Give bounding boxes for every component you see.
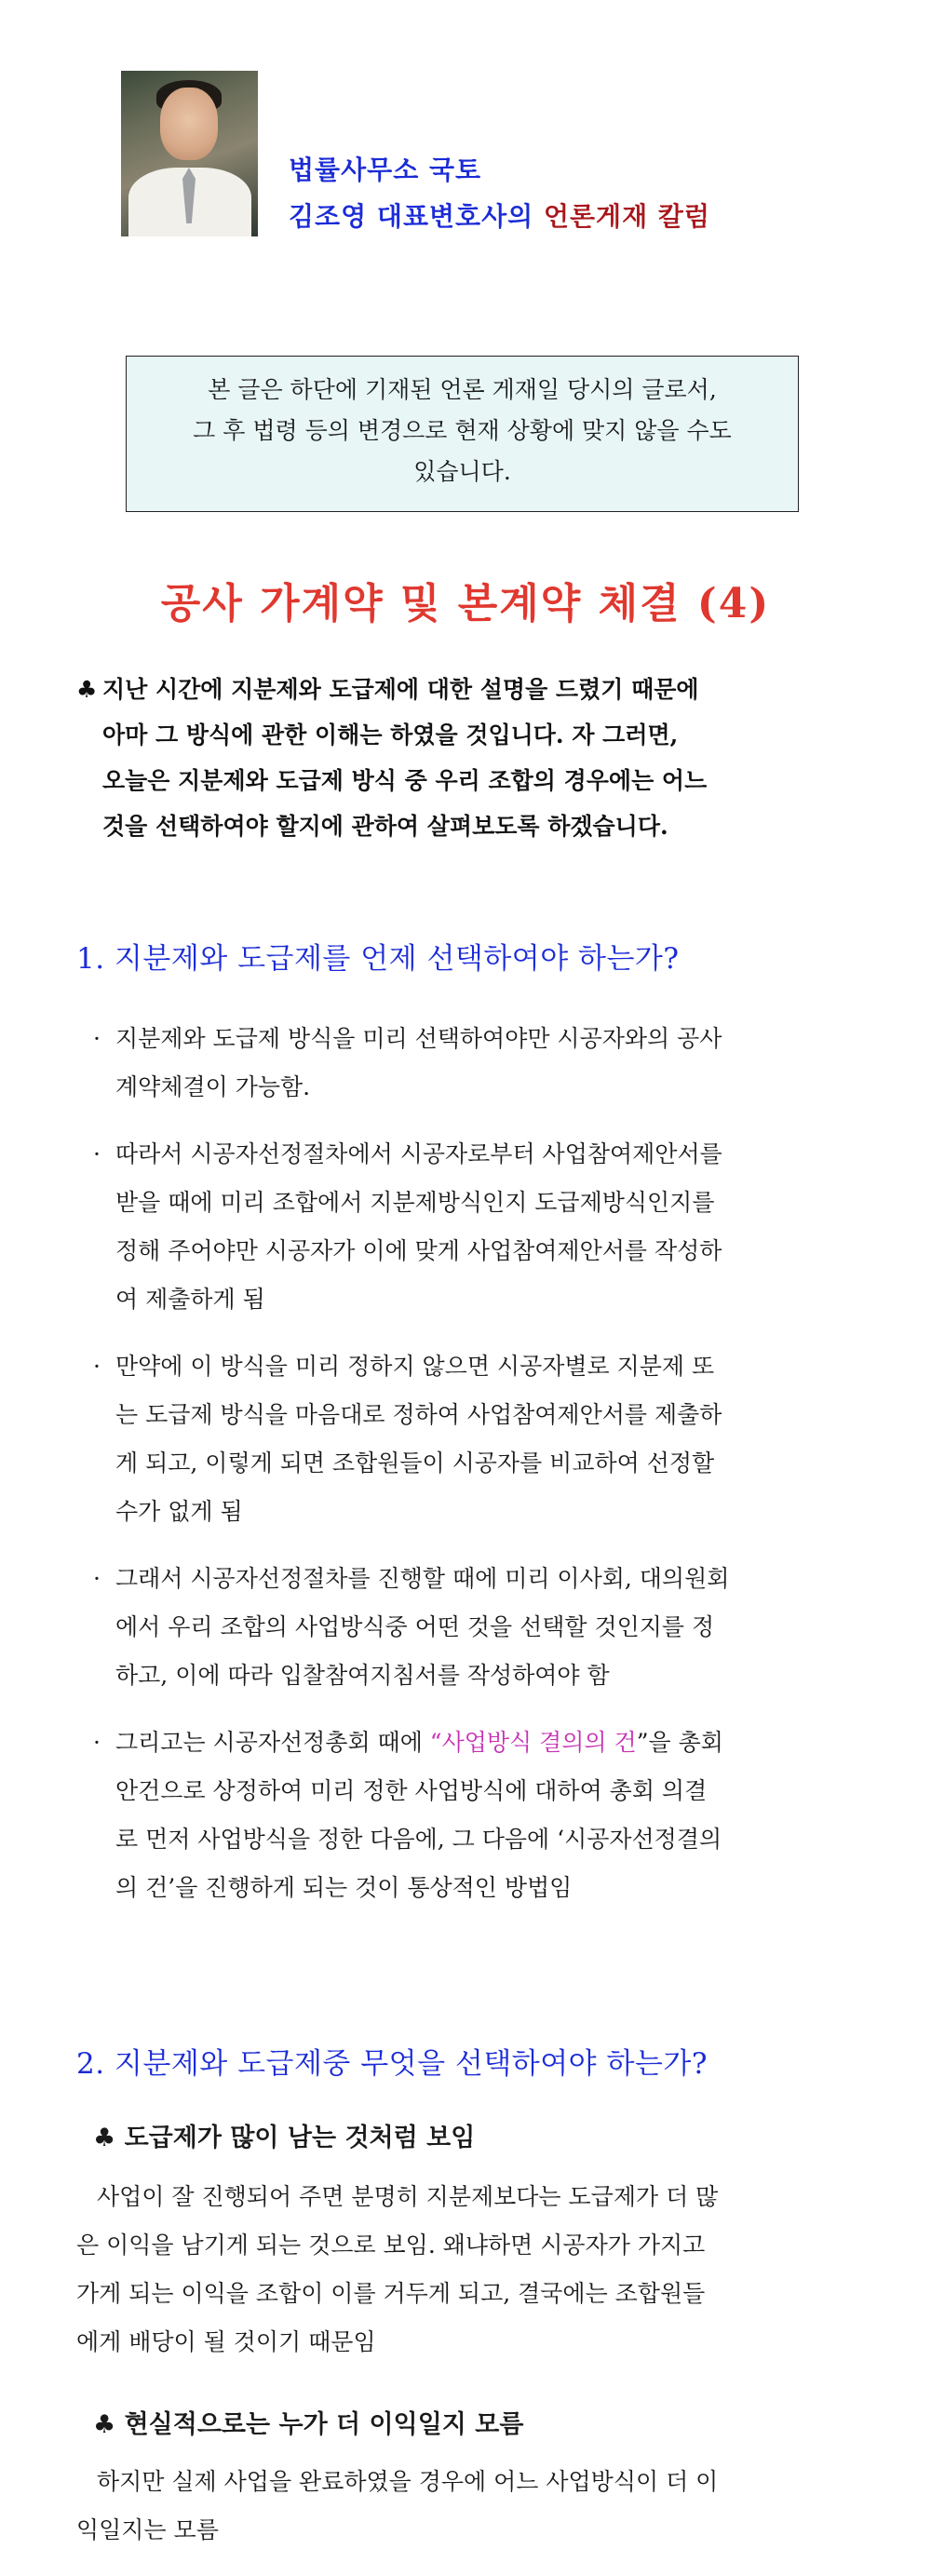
- section-1-bullets: [93, 1015, 857, 1931]
- paragraph-2: [76, 2458, 854, 2555]
- photo-face: [160, 88, 218, 160]
- bullet-3-line-2: 는 도급제 방식을 마음대로 정하여 사업참여제안서를 제출하: [115, 1401, 722, 1428]
- bullet-3-line-4: 수가 없게 됨: [115, 1498, 243, 1525]
- bullet-item-1: [93, 1015, 857, 1112]
- bullet-3-line-3: 게 되고, 이렇게 되면 조합원들이 시공자를 비교하여 선정할: [115, 1450, 715, 1477]
- bullet-dot-icon: ·: [93, 1565, 101, 1592]
- bullet-item-5: [93, 1719, 857, 1912]
- subtitle-column-label: 언론게재 칼럼: [543, 201, 710, 232]
- subheading-1: ♣ 도급제가 많이 남는 것처럼 보임: [93, 2124, 476, 2152]
- club-icon: ♣: [76, 676, 98, 703]
- section-2-heading: 2. 지분제와 도급제중 무엇을 선택하여야 하는가?: [76, 2047, 708, 2081]
- intro-line-2: 아마 그 방식에 관한 이해는 하였을 것입니다. 자 그러면,: [102, 722, 679, 749]
- intro-line-3: 오늘은 지분제와 도급제 방식 중 우리 조합의 경우에는 어느: [102, 767, 708, 794]
- bullet-dot-icon: ·: [93, 1729, 101, 1756]
- disclaimer-line-1: 본 글은 하단에 기재된 언론 게재일 당시의 글로서,: [208, 376, 717, 403]
- highlighted-agenda-item: 사업방식 결의의 건: [441, 1729, 637, 1756]
- bullet-5-line-2: 안건으로 상정하여 미리 정한 사업방식에 대하여 총회 의결: [115, 1777, 708, 1804]
- bullet-2-line-3: 정해 주어야만 시공자가 이에 맞게 사업참여제안서를 작성하: [115, 1237, 722, 1264]
- article-title: 공사 가계약 및 본계약 체결 (4): [160, 580, 771, 627]
- header: [121, 71, 903, 238]
- bullet-2-line-4: 여 제출하게 됨: [115, 1286, 265, 1313]
- paragraph-2-line-2: 익일지는 모름: [76, 2516, 219, 2543]
- bullet-5-line-3: 로 먼저 사업방식을 정한 다음에, 그 다음에 ‘시공자선정결의: [115, 1826, 722, 1853]
- bullet-3-line-1: 만약에 이 방식을 미리 정하지 않으면 시공자별로 지분제 또: [115, 1353, 715, 1380]
- intro-paragraph: [76, 667, 840, 849]
- subtitle-author: 김조영 대표변호사의: [289, 201, 544, 232]
- bullet-5-text-a: 그리고는 시공자선정총회 때에: [115, 1729, 430, 1756]
- subheading-2: ♣ 현실적으로는 누가 더 이익일지 모름: [93, 2410, 524, 2439]
- column-subtitle: [289, 196, 710, 234]
- bullet-item-2: [93, 1130, 857, 1324]
- firm-name: 법률사무소 국토: [289, 155, 482, 185]
- bullet-5-line-4: 의 건’을 진행하게 되는 것이 통상적인 방법임: [115, 1874, 573, 1901]
- disclaimer-line-3: 있습니다.: [413, 458, 511, 485]
- paragraph-1: [76, 2173, 854, 2367]
- paragraph-1-line-2: 은 이익을 남기게 되는 것으로 보임. 왜냐하면 시공자가 가지고: [76, 2232, 706, 2259]
- bullet-2-line-2: 받을 때에 미리 조합에서 지분제방식인지 도급제방식인지를: [115, 1189, 715, 1216]
- disclaimer-line-2: 그 후 법령 등의 변경으로 현재 상황에 맞지 않을 수도: [193, 417, 732, 444]
- paragraph-2-line-1: 하지만 실제 사업을 완료하였을 경우에 어느 사업방식이 더 이: [97, 2468, 719, 2495]
- author-photo: [121, 71, 258, 236]
- bullet-1-line-1: 지분제와 도급제 방식을 미리 선택하여야만 시공자와의 공사: [115, 1025, 722, 1052]
- bullet-item-3: [93, 1342, 857, 1536]
- bullet-5-line-1: [115, 1719, 857, 1767]
- bullet-2-line-1: 따라서 시공자선정절차에서 시공자로부터 사업참여제안서를: [115, 1140, 722, 1167]
- bullet-dot-icon: ·: [93, 1353, 101, 1380]
- bullet-1-line-2: 계약체결이 가능함.: [115, 1073, 311, 1100]
- disclaimer-box: [126, 356, 799, 512]
- open-quote: “: [429, 1729, 442, 1756]
- paragraph-1-line-1: 사업이 잘 진행되어 주면 분명히 지분제보다는 도급제가 더 많: [97, 2183, 719, 2210]
- bullet-5-text-b: ”을 총회: [636, 1729, 723, 1756]
- paragraph-1-line-4: 에게 배당이 될 것이기 때문임: [76, 2328, 376, 2355]
- bullet-4-line-3: 하고, 이에 따라 입찰참여지침서를 작성하여야 함: [115, 1662, 610, 1689]
- intro-text-1: 지난 시간에 지분제와 도급제에 대한 설명을 드렸기 때문에: [102, 676, 699, 703]
- bullet-dot-icon: ·: [93, 1140, 101, 1167]
- bullet-4-line-1: 그래서 시공자선정절차를 진행할 때에 미리 이사회, 대의원회: [115, 1565, 730, 1592]
- bullet-item-4: [93, 1555, 857, 1700]
- intro-line-4: 것을 선택하여야 할지에 관하여 살펴보도록 하겠습니다.: [102, 813, 668, 840]
- intro-line-1: [76, 667, 840, 712]
- section-1-heading: 1. 지분제와 도급제를 언제 선택하여야 하는가?: [76, 942, 680, 976]
- bullet-4-line-2: 에서 우리 조합의 사업방식중 어떤 것을 선택할 것인지를 정: [115, 1613, 715, 1640]
- paragraph-1-line-3: 가게 되는 이익을 조합이 이를 거두게 되고, 결국에는 조합원들: [76, 2280, 706, 2307]
- bullet-dot-icon: ·: [93, 1025, 101, 1052]
